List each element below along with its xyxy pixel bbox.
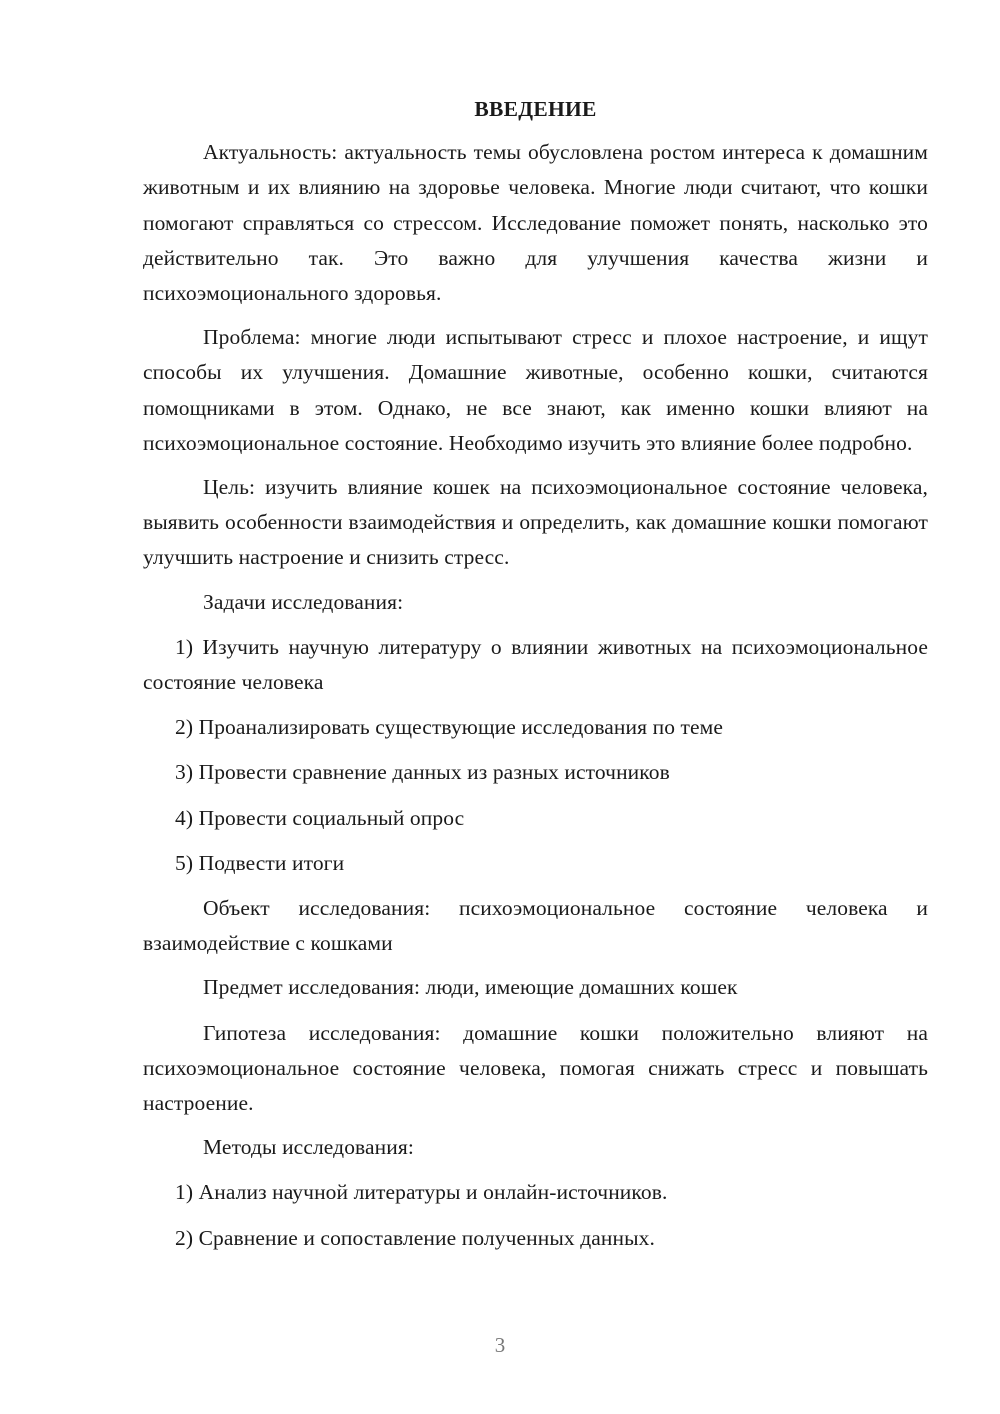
page-title: ВВЕДЕНИЕ <box>474 97 597 121</box>
relevance-paragraph: Актуальность: актуальность темы обусловлена ростом интереса к домашним животным и их влиянию на здоровье человека. Многие люди считают, что кошки помогают справляться со стрессом. Исследование поможет понять, насколько это действительно так. Это важно для улучшения качества жизни и психоэмоционального здоровья. <box>143 140 928 306</box>
page-number: 3 <box>494 1333 506 1357</box>
task-item: 3) Провести сравнение данных из разных источников <box>175 760 670 785</box>
tasks-heading: Задачи исследования: <box>203 589 404 614</box>
method-item: 1) Анализ научной литературы и онлайн-источников. <box>175 1180 668 1205</box>
object-paragraph: Объект исследования: психоэмоциональное состояние человека и взаимодействие с кошками <box>143 896 928 956</box>
subject-paragraph: Предмет исследования: люди, имеющие домашних кошек <box>203 975 738 1000</box>
task-item: 2) Проанализировать существующие исследования по теме <box>175 715 724 740</box>
task-item: 4) Провести социальный опрос <box>175 805 465 830</box>
method-item: 2) Сравнение и сопоставление полученных данных. <box>175 1225 655 1250</box>
task-item: 5) Подвести итоги <box>175 850 345 875</box>
page-content <box>143 92 928 1266</box>
hypothesis-paragraph: Гипотеза исследования: домашние кошки положительно влияют на психоэмоциональное состояние человека, помогая снижать стресс и повышать настроение. <box>143 1020 928 1116</box>
task-item: 1) Изучить научную литературу о влиянии животных на психоэмоциональное состояние человека <box>143 634 928 695</box>
methods-heading: Методы исследования: <box>203 1135 414 1160</box>
problem-paragraph: Проблема: многие люди испытывают стресс и плохое настроение, и ищут способы их улучшения. Домашние животные, особенно кошки, считаются помощниками в этом. Однако, не все знают, как именно кошки влияют на психоэмоциональное состояние. Необходимо изучить это влияние более подробно. <box>143 325 928 455</box>
goal-paragraph: Цель: изучить влияние кошек на психоэмоциональное состояние человека, выявить особенности взаимодействия и определить, как домашние кошки помогают улучшить настроение и снизить стресс. <box>143 475 928 570</box>
